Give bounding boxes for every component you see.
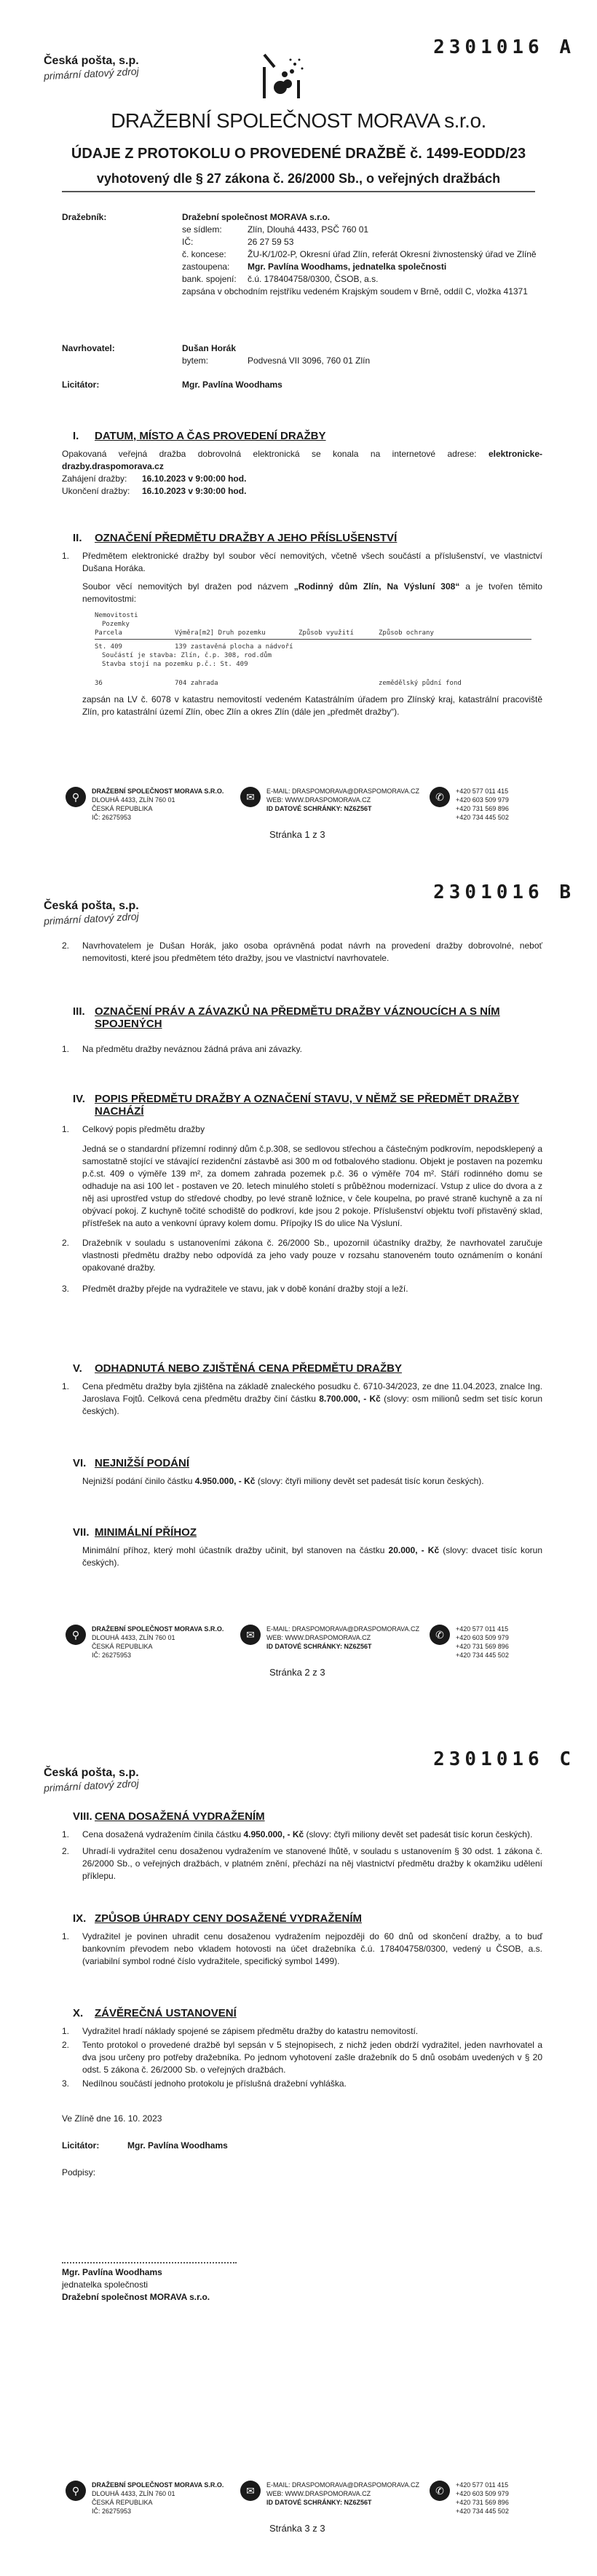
phone-icon: ✆ (430, 787, 450, 807)
phone-icon: ✆ (430, 2481, 450, 2501)
envelope-icon: ✉ (240, 2481, 261, 2501)
location-pin-icon: ⚲ (66, 787, 86, 807)
page-3: Česká pošta, s.p. primární datový zdroj 2301016 C VIII. CENA DOSAŽENÁ VYDRAŽENÍM 1. Cena dosažená vydražením činila částku 4.950.000, - Kč (slovy: čtyři miliony devět set padesát tisíc korun českých). 2. Uhradí-li vydražitel cenu dosaženou vydražením ve stanovené lhůtě, v souladu s ustanovením § 30 odst. 1 zákona č. 26/2000 Sb., o veřejných dražbách, v platném znění, přechází na něj vlastnictví předmětu dražby k okamžiku udělení příklepu. IX. ZPŮSOB ÚHRADY CENY DOSAŽENÉ VYDRAŽENÍM 1. Vydražitel je povinen uhradit cenu dosaženou vydražením nejpozději do 60 dnů od skončení dražby, a to buď bankovním převodem nebo vkladem hotovosti na účet dražebníka č.ú. 178404758/0300, vedený u ČSOB, a.s. (variabilní symbol rodné číslo vydražitele, specifický symbol 1499). X. ZÁVĚREČNÁ USTANOVENÍ 1. Vydražitel hradí náklady spojené se zápisem předmětu dražby do katastru nemovitostí. 2. Tento protokol o provedené dražbě byl sepsán v 5 stejnopisech, z nichž jeden obdrží vydražitel, jeden navrhovatel a dva jsou určeny pro potřeby dražebníka. Po jednom vyhotovení zašle dražebník do 5 dnů osobám uvedených v § 20 odst. 5 zákona č. 26/2000 Sb. o veřejných dražbách. 3. Nedílnou součástí jednoho protokolu je příslušná dražební vyhláška. Ve Zlíně dne 16. 10. 2023 Licitátor: Mgr. Pavlína Woodhams Podpisy: Mgr. Pavlína Woodhams jednatelka společnosti Dražební společnost MORAVA s.r.o. ⚲ DRAŽEBNÍ SPOLEČNOST MORAVA S.R.O. DLOUHÁ 4433, ZLÍN 760 01 ČESKÁ REPUBLIKA IČ: 26275953 ✉ E-MAIL: DRASPOMORAVA@DRASPOMORAVA.CZ WEB: WWW.DRASPOMORAVA.CZ ID DATOVÉ SCHRÁNKY: NZ6Z56T ✆ +420 577 011 415 +420 603 509 979 +420 731 569 896 +420 734 445 502 Stránka 3 z 3 (43, 1748, 575, 2534)
page-number: Stránka 3 z 3 (269, 2523, 325, 2534)
signature-line (62, 2262, 237, 2263)
section-2: II. OZNAČENÍ PŘEDMĚTU DRAŽBY A JEHO PŘÍSLUŠENSTVÍ 1. Předmětem elektronické dražby byl soubor věcí nemovitých, včetně všech součástí a příslušenství, ve vlastnictví Dušana Horáka. Soubor věcí nemovitých byl dražen pod názvem „Rodinný dům Zlín, Na Výsluní 308“ a je tvořen těmito nemovitostmi: Nemovitosti Pozemky Parcela Výměra[m2] Druh pozemku Způsob využití Způsob ochrany St. 409 139 zastavěná plocha a nádvoří Součástí je stavba: Zlín, č.p. 308, rod.dům Stavba stojí na pozemku p.č.: St. 409 36 704 zahrada zemědělský půdní fond zapsán na LV č. 6078 v katastru nemovitostí vedeném Katastrálním úřadem pro Zlínský kraj, katastrální pracoviště Zlín, pro katastrální území Zlín, obec Zlín a okres Zlín (dále jen „předmět dražby“). (62, 532, 542, 717)
section-2-continued: 2. Navrhovatelem je Dušan Horák, jako osoba oprávněná podat návrh na provedení dražby dobrovolné, neboť nemovitosti, které jsou předmětem této dražby, jsou ve vlastnictví navrhovatele. (62, 941, 542, 963)
post-stamp: Česká pošta, s.p. primární datový zdroj (43, 1767, 140, 1794)
page-number: Stránka 1 z 3 (269, 829, 325, 840)
section-10: X. ZÁVĚREČNÁ USTANOVENÍ 1. Vydražitel hradí náklady spojené se zápisem předmětu dražby do katastru nemovitostí. 2. Tento protokol o provedené dražbě byl sepsán v 5 stejnopisech, z nichž jeden obdrží vydražitel, jeden navrhovatel a dva jsou určeny pro potřeby dražebníka. Po jednom vyhotovení zašle dražebník do 5 dnů osobám uvedených v § 20 odst. 5 zákona č. 26/2000 Sb. o veřejných dražbách. 3. Nedílnou součástí jednoho protokolu je příslušná dražební vyhláška. (62, 2007, 542, 2089)
protocol-subtitle: vyhotovený dle § 27 zákona č. 26/2000 Sb., o veřejných dražbách (96, 171, 501, 186)
page-1: Česká pošta, s.p. primární datový zdroj 2301016 A DRAŽEBNÍ SPOLEČNOST MORAVA s.r.o. ÚDAJE Z PROTOKOLU O PROVEDENÉ DRAŽBĚ č. 1499-EODD/23 vyhotovený dle § 27 zákona č. 26/2000 Sb., o veřejných dražbách Dražebník: Dražební společnost MORAVA s.r.o. se sídlem: Zlín, Dlouhá 4433, PSČ 760 01 IČ: 26 27 59 53 č. koncese: ŽU-K/1/02-P, Okresní úřad Zlín, referát Okresní živnostenský úřad ve Zlíně zastoupena: Mgr. Pavlína Woodhams, jednatelka společnosti bank. spojení: č.ú. 178404758/0300, ČSOB, a.s. zapsána v obchodním rejstříku vedeném Krajským soudem v Brně, oddíl C, vložka 41371 Navrhovatel: Dušan Horák bytem: Podvesná VII 3096, 760 01 Zlín Licitátor: Mgr. Pavlína Woodhams I. DATUM, MÍSTO A ČAS PROVEDENÍ DRAŽBY Opakovaná veřejná dražba dobrovolná elektronická se konala na internetové adrese: elektronicke-drazby.draspomorava.cz Zahájení dražby: 16.10.2023 v 9:00:00 hod. Ukončení dražby: 16.10.2023 v 9:30:00 hod. II. OZNAČENÍ PŘEDMĚTU DRAŽBY A JEHO PŘÍSLUŠENSTVÍ 1. Předmětem elektronické dražby byl soubor věcí nemovitých, včetně všech součástí a příslušenství, ve vlastnictví Dušana Horáka. Soubor věcí nemovitých byl dražen pod názvem „Rodinný dům Zlín, Na Výsluní 308“ a je tvořen těmito nemovitostmi: Nemovitosti Pozemky Parcela Výměra[m2] Druh pozemku Způsob využití Způsob ochrany St. 409 139 zastavěná plocha a nádvoří Součástí je stavba: Zlín, č.p. 308, rod.dům Stavba stojí na pozemku p.č.: St. 409 36 704 zahrada zemědělský půdní fond zapsán na LV č. 6078 v katastru nemovitostí vedeném Katastrálním úřadem pro Zlínský kraj, katastrální pracoviště Zlín, pro katastrální území Zlín, obec Zlín a okres Zlín (dále jen „předmět dražby“). ⚲ DRAŽEBNÍ SPOLEČNOST MORAVA S.R.O. DLOUHÁ 4433, ZLÍN 760 01 ČESKÁ REPUBLIKA IČ: 26275953 ✉ E-MAIL: DRASPOMORAVA@DRASPOMORAVA.CZ WEB: WWW.DRASPOMORAVA.CZ ID DATOVÉ SCHRÁNKY: NZ6Z56T ✆ +420 577 011 415 +420 603 509 979 +420 731 569 896 +420 734 445 502 Stránka 1 z 3 (0, 0, 597, 860)
section-8: VIII. CENA DOSAŽENÁ VYDRAŽENÍM 1. Cena dosažená vydražením činila částku 4.950.000, - Kč (slovy: čtyři miliony devět set padesát tisíc korun českých). 2. Uhradí-li vydražitel cenu dosaženou vydražením ve stanovené lhůtě, v souladu s ustanovením § 30 odst. 1 zákona č. 26/2000 Sb., o veřejných dražbách, v platném znění, přechází na něj vlastnictví předmětu dražby k okamžiku udělení příklepu. (62, 1810, 542, 1881)
signature-block: Mgr. Pavlína Woodhams jednatelka společnosti Dražební společnost MORAVA s.r.o. (62, 2262, 542, 2304)
reference-stamp: 2301016 B (433, 881, 575, 903)
section-7: VII. MINIMÁLNÍ PŘÍHOZ Minimální příhoz, který mohl účastník dražby učinit, byl stanoven na částku 20.000, - Kč (slovy: dvacet tisíc korun českých). (73, 1526, 543, 1568)
post-stamp: Česká pošta, s.p. primární datový zdroj (43, 55, 140, 82)
post-stamp: Česká pošta, s.p. primární datový zdroj (43, 900, 140, 927)
auction-url: elektronicke-drazby.draspomorava.cz (62, 449, 542, 471)
table-row: St. 409 139 zastavěná plocha a nádvoří (95, 643, 293, 651)
header-divider (62, 191, 535, 192)
section-5: V. ODHADNUTÁ NEBO ZJIŠTĚNÁ CENA PŘEDMĚTU DRAŽBY 1. Cena předmětu dražby byla zjištěna na základě znaleckého posudku č. 6710-34/2023, ze dne 11.04.2023, znalce Ing. Jaroslava Fojtů. Celková cena předmětu dražby činí částku 8.700.000, - Kč (slovy: osm milionů sedm set tisíc korun českých). (62, 1362, 542, 1416)
protocol-title: ÚDAJE Z PROTOKOLU O PROVEDENÉ DRAŽBĚ č. 1499-EODD/23 (71, 146, 526, 162)
reference-stamp: 2301016 A (433, 36, 575, 58)
envelope-icon: ✉ (240, 787, 261, 807)
closing-block: Ve Zlíně dne 16. 10. 2023 Licitátor: Mgr. Pavlína Woodhams Podpisy: (62, 2113, 228, 2178)
table-row: 36 704 zahrada zemědělský půdní fond (95, 680, 462, 687)
phone-icon: ✆ (430, 1625, 450, 1645)
company-logo-icon (258, 51, 309, 102)
page-2: Česká pošta, s.p. primární datový zdroj 2301016 B 2. Navrhovatelem je Dušan Horák, jako osoba oprávněná podat návrh na provedení dražby dobrovolné, neboť nemovitosti, které jsou předmětem této dražby, jsou ve vlastnictví navrhovatele. III. OZNAČENÍ PRÁV A ZÁVAZKŮ NA PŘEDMĚTU DRAŽBY VÁZNOUCÍCH A S NÍM SPOJENÝCH 1. Na předmětu dražby neváznou žádná práva ani závazky. IV. POPIS PŘEDMĚTU DRAŽBY A OZNAČENÍ STAVU, V NĚMŽ SE PŘEDMĚT DRAŽBY NACHÁZÍ 1. Celkový popis předmětu dražby Jedná se o standardní přízemní rodinný dům č.p.308, se sedlovou střechou a částečným podkrovím, nepodsklepený a samostatně stojící ve stávající rezidenční zástavbě asi 300 m od fotbalového stadionu. Objekt je postaven na pozemku p.č.st. 409 o výměře 139 m², za domem zahrada pozemek p.č. 36 o výměře 704 m². Stáří rodinného domu se odhaduje na asi 100 let - postaven ve 20. letech minulého století s průběžnou modernizací. Vstup z ulice do dvora a z něj asi uprostřed vstup do středové chodby, po levé straně ložnice, v čele koupelna, po pravé straně kuchyně a za ní obývací pokoj. Z kuchyně točité schodiště do podkroví, kde jsou 2 pokoje. Příslušenství objektu tvoří přistavěný sklad, přístřešek na auto a venkovní úpravy kolem domu. Přípojky IS do ulice Na Výsluní. 2. Dražebník v souladu s ustanoveními zákona č. 26/2000 Sb., upozornil účastníky dražby, že navrhovatel zaručuje vlastnosti předmětu dražby nebo odpovídá za jeho vady pouze v rozsahu stanoveném touto oznámením o konání opakované dražby. 3. Předmět dražby přejde na vydražitele ve stavu, jak v době konání dražby stojí a leží. V. ODHADNUTÁ NEBO ZJIŠTĚNÁ CENA PŘEDMĚTU DRAŽBY 1. Cena předmětu dražby byla zjištěna na základě znaleckého posudku č. 6710-34/2023, ze dne 11.04.2023, znalce Ing. Jaroslava Fojtů. Celková cena předmětu dražby činí částku 8.700.000, - Kč (slovy: osm milionů sedm set tisíc korun českých). VI. NEJNIŽŠÍ PODÁNÍ Nejnižší podání činilo částku 4.950.000, - Kč (slovy: čtyři miliony devět set padesát tisíc korun českých). VII. MINIMÁLNÍ PŘÍHOZ Minimální příhoz, který mohl účastník dražby učinit, byl stanoven na částku 20.000, - Kč (slovy: dvacet tisíc korun českých). ⚲ DRAŽEBNÍ SPOLEČNOST MORAVA S.R.O. DLOUHÁ 4433, ZLÍN 760 01 ČESKÁ REPUBLIKA IČ: 26275953 ✉ E-MAIL: DRASPOMORAVA@DRASPOMORAVA.CZ WEB: WWW.DRASPOMORAVA.CZ ID DATOVÉ SCHRÁNKY: NZ6Z56T ✆ +420 577 011 415 +420 603 509 979 +420 731 569 896 +420 734 445 502 Stránka 2 z 3 (43, 881, 575, 1678)
location-pin-icon: ⚲ (66, 1625, 86, 1645)
company-title: DRAŽEBNÍ SPOLEČNOST MORAVA s.r.o. (111, 109, 486, 132)
section-9: IX. ZPŮSOB ÚHRADY CENY DOSAŽENÉ VYDRAŽENÍM 1. Vydražitel je povinen uhradit cenu dosaženou vydražením nejpozději do 60 dnů od skončení dražby, a to buď bankovním převodem nebo vkladem hotovosti na účet dražebníka č.ú. 178404758/0300, vedený u ČSOB, a.s. (variabilní symbol rodné číslo vydražitele, specifický symbol 1499). (62, 1912, 542, 1966)
section-1: I. DATUM, MÍSTO A ČAS PROVEDENÍ DRAŽBY Opakovaná veřejná dražba dobrovolná elektronická se konala na internetové adrese: elektronicke-drazby.draspomorava.cz Zahájení dražby: 16.10.2023 v 9:00:00 hod. Ukončení dražby: 16.10.2023 v 9:30:00 hod. (62, 430, 542, 496)
reference-stamp: 2301016 C (433, 1748, 575, 1770)
cadastre-table: Nemovitosti Pozemky Parcela Výměra[m2] Druh pozemku Způsob využití Způsob ochrany St. 409 139 zastavěná plocha a nádvoří Součástí je stavba: Zlín, č.p. 308, rod.dům Stavba stojí na pozemku p.č.: St. 409 36 704 zahrada zemědělský půdní fond (95, 611, 531, 688)
page-number: Stránka 2 z 3 (269, 1667, 325, 1678)
location-pin-icon: ⚲ (66, 2481, 86, 2501)
envelope-icon: ✉ (240, 1625, 261, 1645)
section-3: III. OZNAČENÍ PRÁV A ZÁVAZKŮ NA PŘEDMĚTU DRAŽBY VÁZNOUCÍCH A S NÍM SPOJENÝCH 1. Na předmětu dražby neváznou žádná práva ani závazky. (62, 1005, 500, 1054)
section-6: VI. NEJNIŽŠÍ PODÁNÍ Nejnižší podání činilo částku 4.950.000, - Kč (slovy: čtyři miliony devět set padesát tisíc korun českých). (73, 1457, 484, 1486)
section-4: IV. POPIS PŘEDMĚTU DRAŽBY A OZNAČENÍ STAVU, V NĚMŽ SE PŘEDMĚT DRAŽBY NACHÁZÍ 1. Celkový popis předmětu dražby Jedná se o standardní přízemní rodinný dům č.p.308, se sedlovou střechou a částečným podkrovím, nepodsklepený a samostatně stojící ve stávající rezidenční zástavbě asi 300 m od fotbalového stadionu. Objekt je postaven na pozemku p.č.st. 409 o výměře 139 m², za domem zahrada pozemek p.č. 36 o výměře 704 m². Stáří rodinného domu se odhaduje na asi 100 let - postaven ve 20. letech minulého století s průběžnou modernizací. Vstup z ulice do dvora a z něj asi uprostřed vstup do středové chodby, po levé straně ložnice, v čele koupelna, po pravé straně kuchyně a za ní obývací pokoj. Z kuchyně točité schodiště do podkroví, kde jsou 2 pokoje. Příslušenství objektu tvoří přistavěný sklad, přístřešek na auto a venkovní úpravy kolem domu. Přípojky IS do ulice Na Výsluní. 2. Dražebník v souladu s ustanoveními zákona č. 26/2000 Sb., upozornil účastníky dražby, že navrhovatel zaručuje vlastnosti předmětu dražby nebo odpovídá za jeho vady pouze v rozsahu stanoveném touto oznámením o konání opakované dražby. 3. Předmět dražby přejde na vydražitele ve stavu, jak v době konání dražby stojí a leží. (62, 1093, 542, 1294)
